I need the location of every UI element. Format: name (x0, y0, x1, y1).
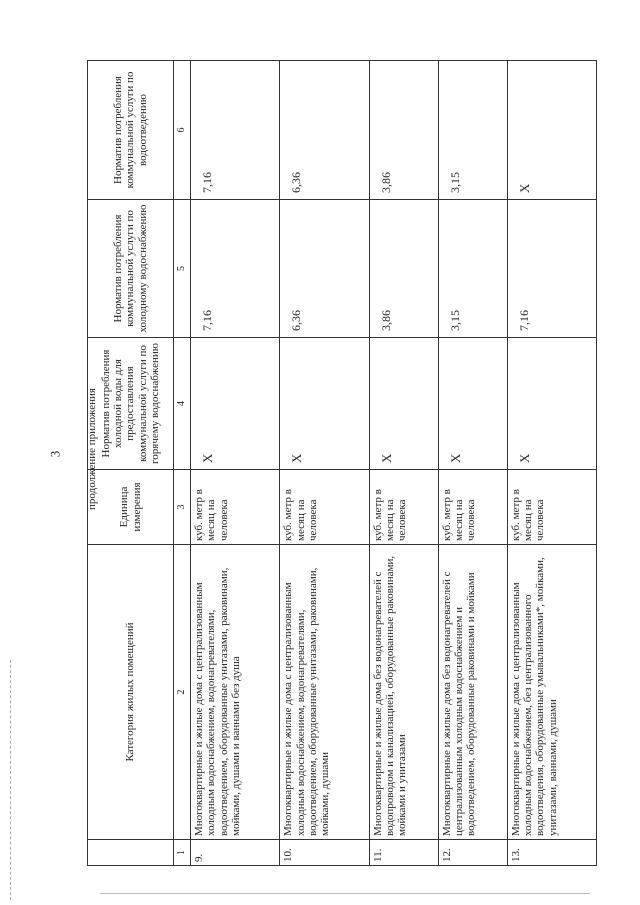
table-row (280, 61, 369, 866)
table-sheet (87, 61, 597, 866)
table-row (369, 61, 438, 866)
column-number-row (174, 61, 191, 866)
bottom-rule (100, 893, 590, 894)
column-number: 1 (174, 840, 191, 866)
row-number: 10. (280, 840, 369, 866)
table-row (191, 61, 280, 866)
row-hot-norm: X (280, 338, 369, 470)
row-number: 12. (438, 840, 507, 866)
header-row (88, 61, 174, 866)
row-drain-norm: 6,36 (280, 61, 369, 200)
row-cold-norm: 3,15 (438, 200, 507, 338)
row-hot-norm: X (369, 338, 438, 470)
table-row (507, 61, 596, 866)
scan-edge-mark (10, 660, 12, 900)
page-number: 3 (47, 450, 63, 458)
row-cold-norm: 7,16 (191, 200, 280, 338)
column-number: 3 (174, 470, 191, 545)
column-number: 2 (174, 545, 191, 840)
row-hot-norm: X (438, 338, 507, 470)
row-cold-norm: 7,16 (507, 200, 596, 338)
row-category: Многоквартирные и жилые дома без водонагревателей с централизованным холодным водоснабжением и водоотведением, оборудованные раковинами и мойками (438, 545, 507, 840)
row-cold-norm: 6,36 (280, 200, 369, 338)
row-category: Многоквартирные и жилые дома с централизованным холодным водоснабжением, водонагревателями, водоотведением, оборудованные унитазами, раковинами, мойками, душами и ваннами без душа (191, 545, 280, 840)
row-drain-norm: 3,15 (438, 61, 507, 200)
row-category: Многоквартирные и жилые дома без водонагревателей с водопроводом и канализацией, оборудованные раковинами, мойками и унитазами (369, 545, 438, 840)
header-cold: Норматив потребления коммунальной услуги по холодному водоснабжению (88, 200, 174, 338)
table-row (438, 61, 507, 866)
column-number: 4 (174, 338, 191, 470)
row-hot-norm: X (191, 338, 280, 470)
row-unit: куб. метр в месяц на человека (438, 470, 507, 545)
row-category: Многоквартирные и жилые дома с централизованным холодным водоснабжением, водонагревателями, водоотведением, оборудованные унитазами, раковинами, мойками, душами (280, 545, 369, 840)
row-cold-norm: 3,86 (369, 200, 438, 338)
header-num (88, 840, 174, 866)
row-drain-norm: 7,16 (191, 61, 280, 200)
header-drain: Норматив потребления коммунальной услуги по водоотведению (88, 61, 174, 200)
row-unit: куб. метр в месяц на человека (191, 470, 280, 545)
row-number: 11. (369, 840, 438, 866)
header-unit: Единица измерения (88, 470, 174, 545)
row-drain-norm: 3,86 (369, 61, 438, 200)
header-hot: Норматив потребления холодной воды для предоставления коммунальной услуги по горячему водоснабжению (88, 338, 174, 470)
row-number: 9. (191, 840, 280, 866)
norms-table (87, 60, 597, 866)
continuation-note: продолжение приложения (86, 388, 98, 510)
column-number: 5 (174, 200, 191, 338)
column-number: 6 (174, 61, 191, 200)
row-category: Многоквартирные и жилые дома с централизованным холодным водоснабжением, без централизованного водоотведения, оборудованные умывальниками*, мойками, унитазами, ваннами, душами (507, 545, 596, 840)
row-hot-norm: X (507, 338, 596, 470)
row-drain-norm: X (507, 61, 596, 200)
row-number: 13. (507, 840, 596, 866)
header-category: Категория жилых помещений (88, 545, 174, 840)
row-unit: куб. метр в месяц на человека (507, 470, 596, 545)
row-unit: куб. метр в месяц на человека (369, 470, 438, 545)
row-unit: куб. метр в месяц на человека (280, 470, 369, 545)
